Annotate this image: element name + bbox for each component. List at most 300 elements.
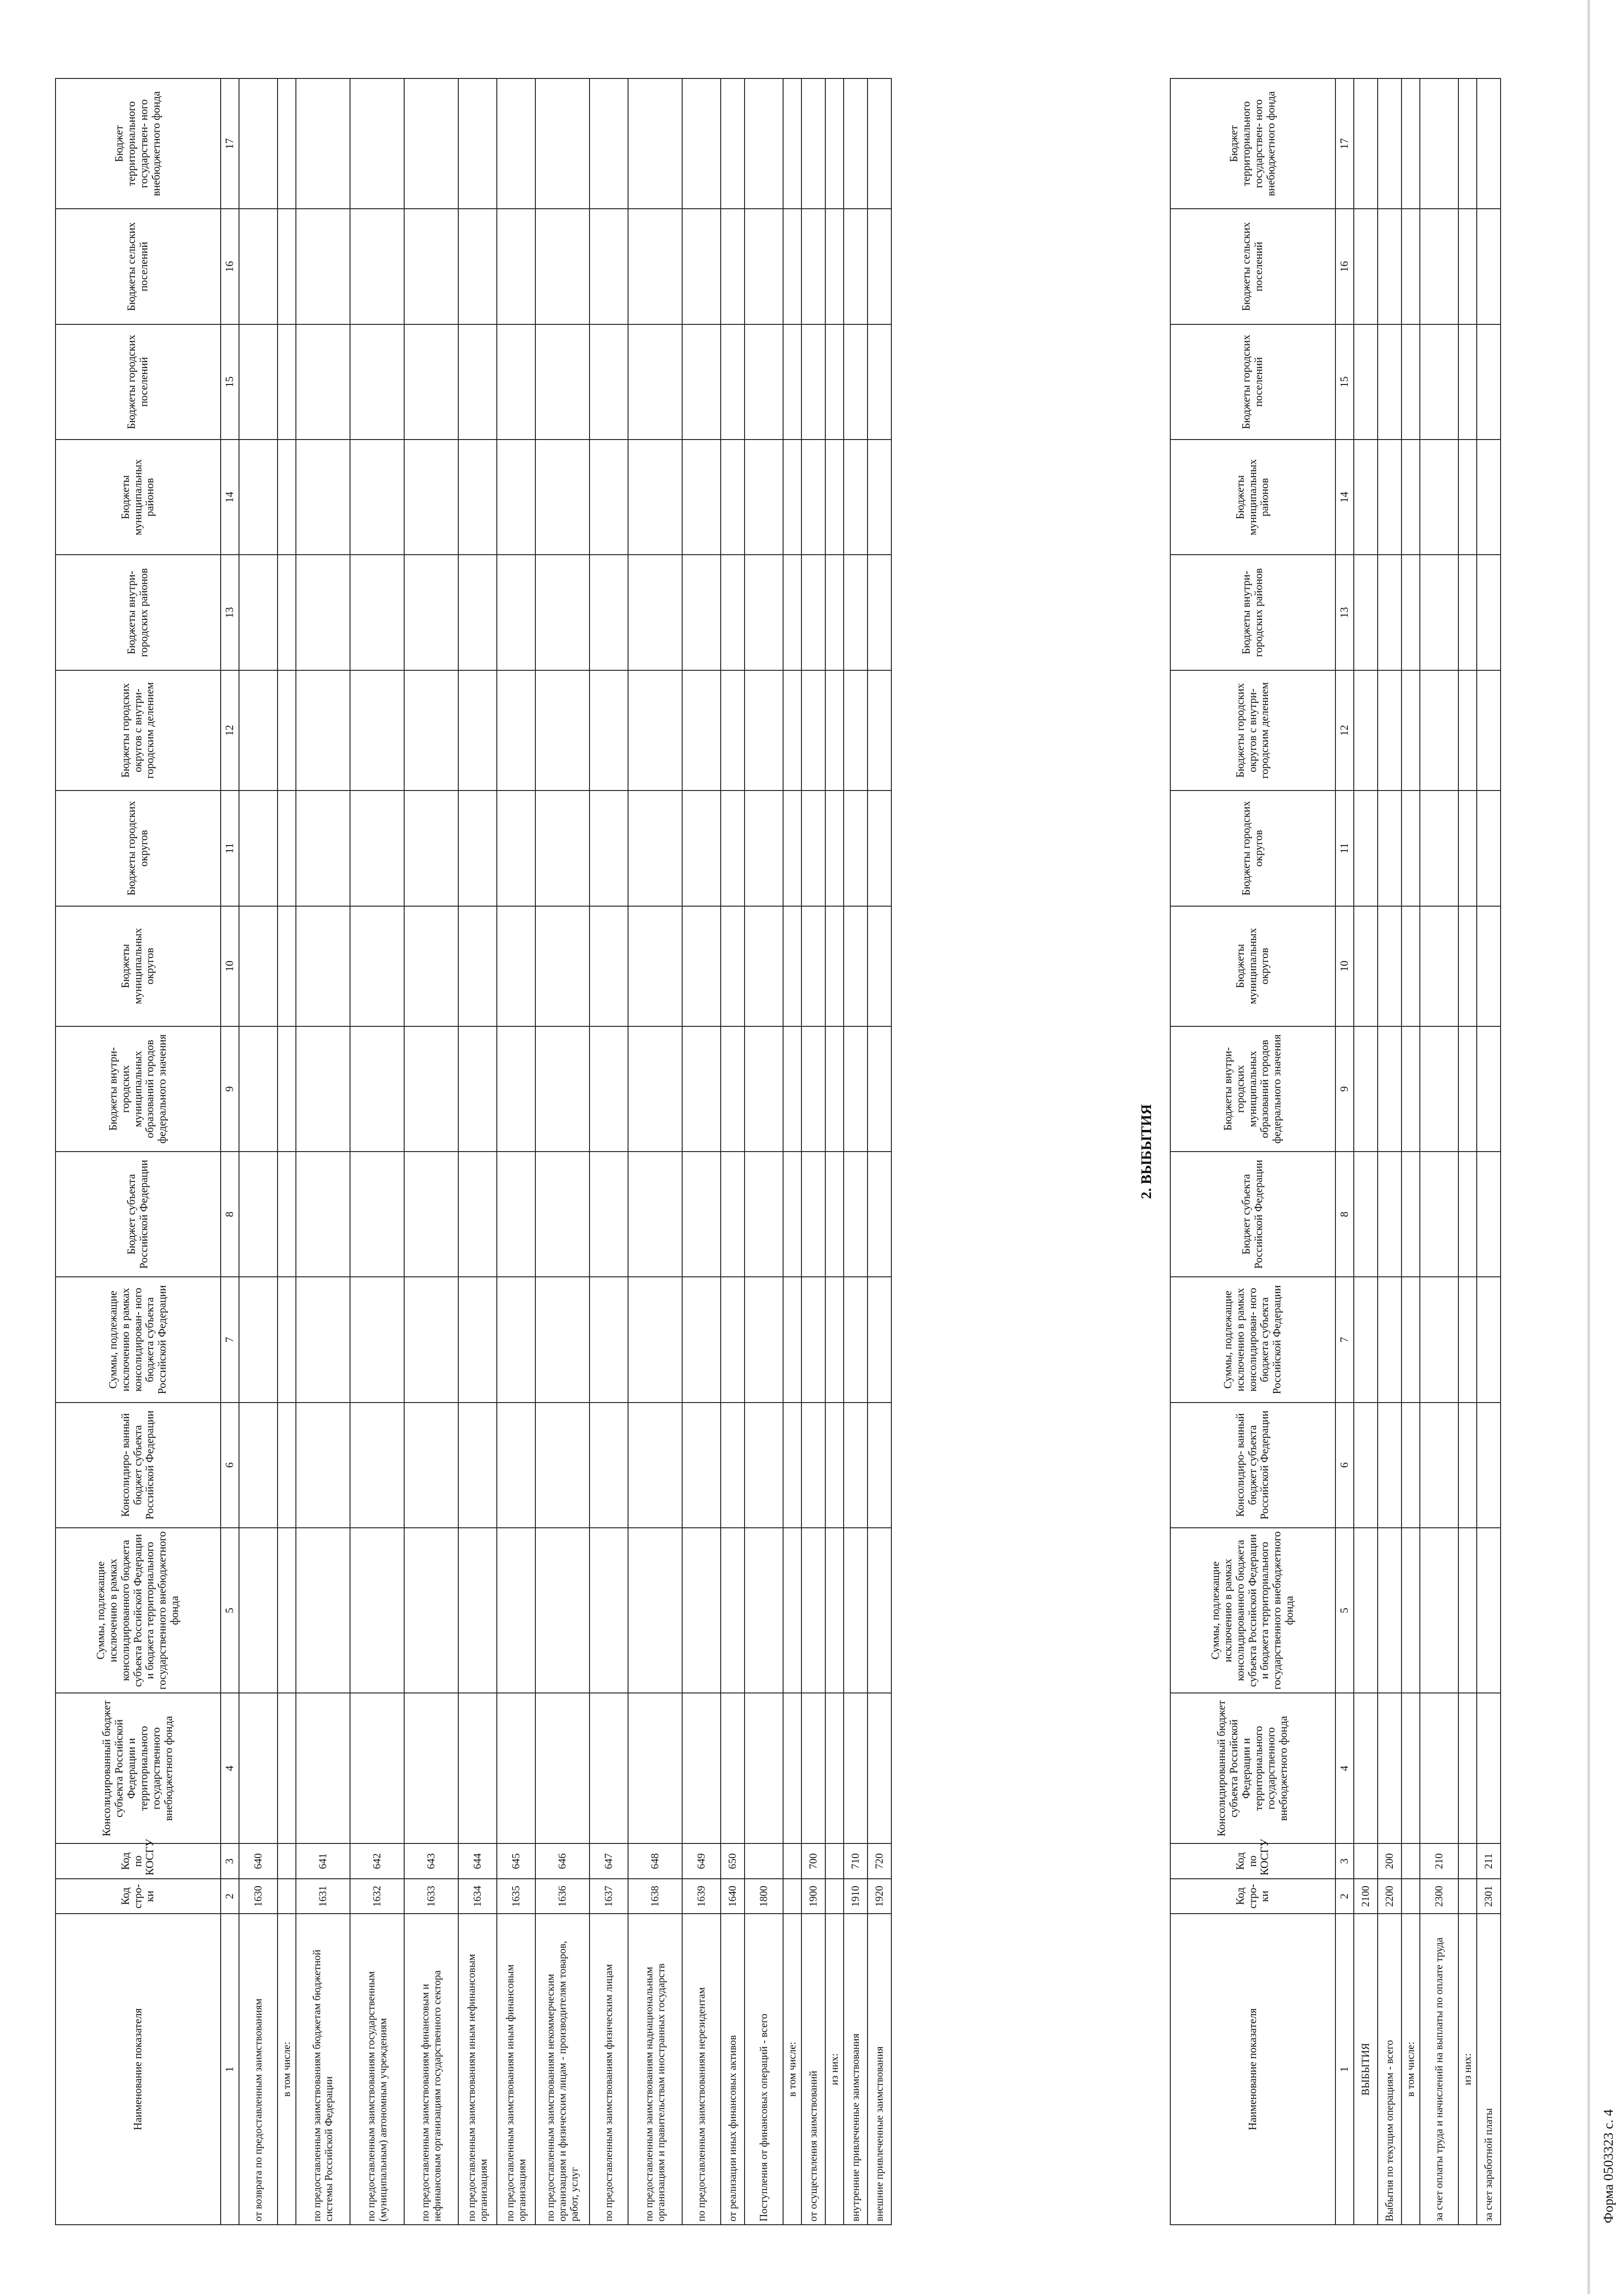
value-cell-col-11[interactable] — [1420, 791, 1458, 906]
value-cell-col-7[interactable] — [825, 1277, 844, 1402]
value-cell-col-4[interactable] — [844, 1693, 868, 1843]
value-cell-col-14[interactable] — [535, 440, 590, 555]
value-cell-col-15[interactable] — [682, 324, 721, 440]
value-cell-col-11[interactable] — [458, 791, 497, 906]
value-cell-col-6[interactable] — [458, 1403, 497, 1528]
value-cell-col-10[interactable] — [844, 906, 868, 1026]
value-cell-col-12[interactable] — [783, 670, 801, 791]
value-cell-col-4[interactable] — [239, 1693, 278, 1843]
value-cell-col-5[interactable] — [590, 1528, 628, 1693]
value-cell-col-4[interactable] — [745, 1693, 783, 1843]
value-cell-col-5[interactable] — [239, 1528, 278, 1693]
value-cell-col-14[interactable] — [239, 440, 278, 555]
value-cell-col-6[interactable] — [404, 1403, 458, 1528]
value-cell-col-16[interactable] — [535, 209, 590, 324]
value-cell-col-17[interactable] — [745, 78, 783, 209]
value-cell-col-11[interactable] — [682, 791, 721, 906]
value-cell-col-10[interactable] — [721, 906, 745, 1026]
value-cell-col-11[interactable] — [1402, 791, 1420, 906]
value-cell-col-7[interactable] — [682, 1277, 721, 1402]
value-cell-col-10[interactable] — [1378, 906, 1402, 1026]
value-cell-col-4[interactable] — [1354, 1693, 1378, 1843]
value-cell-col-12[interactable] — [239, 670, 278, 791]
value-cell-col-11[interactable] — [868, 791, 891, 906]
value-cell-col-4[interactable] — [350, 1693, 404, 1843]
value-cell-col-6[interactable] — [783, 1403, 801, 1528]
value-cell-col-4[interactable] — [458, 1693, 497, 1843]
value-cell-col-13[interactable] — [1378, 555, 1402, 670]
value-cell-col-12[interactable] — [1420, 670, 1458, 791]
value-cell-col-17[interactable] — [497, 78, 535, 209]
value-cell-col-14[interactable] — [682, 440, 721, 555]
value-cell-col-15[interactable] — [239, 324, 278, 440]
value-cell-col-12[interactable] — [1477, 670, 1501, 791]
value-cell-col-14[interactable] — [590, 440, 628, 555]
value-cell-col-13[interactable] — [590, 555, 628, 670]
value-cell-col-14[interactable] — [1354, 440, 1378, 555]
value-cell-col-6[interactable] — [1458, 1403, 1477, 1528]
value-cell-col-9[interactable] — [239, 1026, 278, 1152]
value-cell-col-10[interactable] — [1402, 906, 1420, 1026]
value-cell-col-14[interactable] — [296, 440, 350, 555]
value-cell-col-7[interactable] — [868, 1277, 891, 1402]
value-cell-col-5[interactable] — [721, 1528, 745, 1693]
value-cell-col-7[interactable] — [783, 1277, 801, 1402]
value-cell-col-4[interactable] — [1378, 1693, 1402, 1843]
value-cell-col-14[interactable] — [497, 440, 535, 555]
value-cell-col-8[interactable] — [868, 1152, 891, 1277]
value-cell-col-11[interactable] — [239, 791, 278, 906]
value-cell-col-9[interactable] — [590, 1026, 628, 1152]
value-cell-col-14[interactable] — [1402, 440, 1420, 555]
value-cell-col-15[interactable] — [783, 324, 801, 440]
value-cell-col-17[interactable] — [721, 78, 745, 209]
value-cell-col-13[interactable] — [1354, 555, 1378, 670]
value-cell-col-5[interactable] — [1354, 1528, 1378, 1693]
value-cell-col-7[interactable] — [497, 1277, 535, 1402]
value-cell-col-16[interactable] — [1354, 209, 1378, 324]
value-cell-col-6[interactable] — [628, 1403, 682, 1528]
value-cell-col-8[interactable] — [825, 1152, 844, 1277]
value-cell-col-7[interactable] — [1477, 1277, 1501, 1402]
value-cell-col-12[interactable] — [825, 670, 844, 791]
value-cell-col-15[interactable] — [590, 324, 628, 440]
value-cell-col-9[interactable] — [1402, 1026, 1420, 1152]
value-cell-col-8[interactable] — [1378, 1152, 1402, 1277]
value-cell-col-14[interactable] — [721, 440, 745, 555]
value-cell-col-10[interactable] — [497, 906, 535, 1026]
value-cell-col-6[interactable] — [801, 1403, 825, 1528]
value-cell-col-6[interactable] — [1420, 1403, 1458, 1528]
value-cell-col-12[interactable] — [868, 670, 891, 791]
value-cell-col-8[interactable] — [682, 1152, 721, 1277]
value-cell-col-7[interactable] — [1378, 1277, 1402, 1402]
value-cell-col-8[interactable] — [844, 1152, 868, 1277]
value-cell-col-10[interactable] — [1477, 906, 1501, 1026]
value-cell-col-14[interactable] — [1458, 440, 1477, 555]
value-cell-col-12[interactable] — [682, 670, 721, 791]
value-cell-col-17[interactable] — [296, 78, 350, 209]
value-cell-col-14[interactable] — [628, 440, 682, 555]
value-cell-col-13[interactable] — [825, 555, 844, 670]
value-cell-col-7[interactable] — [1354, 1277, 1378, 1402]
value-cell-col-17[interactable] — [535, 78, 590, 209]
value-cell-col-15[interactable] — [350, 324, 404, 440]
value-cell-col-13[interactable] — [628, 555, 682, 670]
value-cell-col-16[interactable] — [721, 209, 745, 324]
value-cell-col-7[interactable] — [1420, 1277, 1458, 1402]
value-cell-col-8[interactable] — [239, 1152, 278, 1277]
value-cell-col-15[interactable] — [745, 324, 783, 440]
value-cell-col-13[interactable] — [783, 555, 801, 670]
value-cell-col-9[interactable] — [1354, 1026, 1378, 1152]
value-cell-col-8[interactable] — [745, 1152, 783, 1277]
value-cell-col-13[interactable] — [239, 555, 278, 670]
value-cell-col-13[interactable] — [868, 555, 891, 670]
value-cell-col-11[interactable] — [497, 791, 535, 906]
value-cell-col-4[interactable] — [1477, 1693, 1501, 1843]
value-cell-col-11[interactable] — [844, 791, 868, 906]
value-cell-col-4[interactable] — [801, 1693, 825, 1843]
value-cell-col-12[interactable] — [1354, 670, 1378, 791]
value-cell-col-9[interactable] — [1458, 1026, 1477, 1152]
value-cell-col-17[interactable] — [1458, 78, 1477, 209]
value-cell-col-16[interactable] — [239, 209, 278, 324]
value-cell-col-17[interactable] — [239, 78, 278, 209]
value-cell-col-16[interactable] — [497, 209, 535, 324]
value-cell-col-11[interactable] — [590, 791, 628, 906]
value-cell-col-10[interactable] — [278, 906, 296, 1026]
value-cell-col-15[interactable] — [801, 324, 825, 440]
value-cell-col-5[interactable] — [783, 1528, 801, 1693]
value-cell-col-5[interactable] — [497, 1528, 535, 1693]
value-cell-col-9[interactable] — [825, 1026, 844, 1152]
value-cell-col-7[interactable] — [590, 1277, 628, 1402]
value-cell-col-4[interactable] — [535, 1693, 590, 1843]
value-cell-col-4[interactable] — [825, 1693, 844, 1843]
value-cell-col-8[interactable] — [801, 1152, 825, 1277]
value-cell-col-11[interactable] — [404, 791, 458, 906]
value-cell-col-17[interactable] — [1378, 78, 1402, 209]
value-cell-col-12[interactable] — [296, 670, 350, 791]
value-cell-col-9[interactable] — [721, 1026, 745, 1152]
value-cell-col-7[interactable] — [350, 1277, 404, 1402]
value-cell-col-13[interactable] — [1402, 555, 1420, 670]
value-cell-col-10[interactable] — [350, 906, 404, 1026]
value-cell-col-8[interactable] — [296, 1152, 350, 1277]
value-cell-col-16[interactable] — [1402, 209, 1420, 324]
value-cell-col-16[interactable] — [844, 209, 868, 324]
value-cell-col-15[interactable] — [844, 324, 868, 440]
value-cell-col-10[interactable] — [535, 906, 590, 1026]
value-cell-col-6[interactable] — [844, 1403, 868, 1528]
value-cell-col-13[interactable] — [801, 555, 825, 670]
value-cell-col-13[interactable] — [1420, 555, 1458, 670]
value-cell-col-10[interactable] — [783, 906, 801, 1026]
value-cell-col-5[interactable] — [458, 1528, 497, 1693]
value-cell-col-11[interactable] — [783, 791, 801, 906]
value-cell-col-15[interactable] — [1477, 324, 1501, 440]
value-cell-col-16[interactable] — [1477, 209, 1501, 324]
value-cell-col-12[interactable] — [350, 670, 404, 791]
value-cell-col-13[interactable] — [404, 555, 458, 670]
value-cell-col-11[interactable] — [1458, 791, 1477, 906]
value-cell-col-16[interactable] — [868, 209, 891, 324]
value-cell-col-7[interactable] — [296, 1277, 350, 1402]
value-cell-col-17[interactable] — [590, 78, 628, 209]
value-cell-col-4[interactable] — [404, 1693, 458, 1843]
value-cell-col-4[interactable] — [783, 1693, 801, 1843]
value-cell-col-12[interactable] — [590, 670, 628, 791]
value-cell-col-5[interactable] — [296, 1528, 350, 1693]
value-cell-col-14[interactable] — [404, 440, 458, 555]
value-cell-col-6[interactable] — [1354, 1403, 1378, 1528]
value-cell-col-14[interactable] — [1420, 440, 1458, 555]
value-cell-col-13[interactable] — [497, 555, 535, 670]
value-cell-col-6[interactable] — [1378, 1403, 1402, 1528]
value-cell-col-5[interactable] — [1402, 1528, 1420, 1693]
value-cell-col-12[interactable] — [844, 670, 868, 791]
value-cell-col-11[interactable] — [1354, 791, 1378, 906]
value-cell-col-14[interactable] — [745, 440, 783, 555]
value-cell-col-10[interactable] — [1420, 906, 1458, 1026]
value-cell-col-11[interactable] — [1477, 791, 1501, 906]
value-cell-col-7[interactable] — [628, 1277, 682, 1402]
value-cell-col-15[interactable] — [1378, 324, 1402, 440]
value-cell-col-11[interactable] — [825, 791, 844, 906]
value-cell-col-9[interactable] — [745, 1026, 783, 1152]
value-cell-col-7[interactable] — [745, 1277, 783, 1402]
value-cell-col-14[interactable] — [278, 440, 296, 555]
value-cell-col-16[interactable] — [682, 209, 721, 324]
value-cell-col-8[interactable] — [404, 1152, 458, 1277]
value-cell-col-16[interactable] — [825, 209, 844, 324]
value-cell-col-10[interactable] — [296, 906, 350, 1026]
value-cell-col-15[interactable] — [497, 324, 535, 440]
value-cell-col-16[interactable] — [783, 209, 801, 324]
value-cell-col-5[interactable] — [868, 1528, 891, 1693]
value-cell-col-10[interactable] — [801, 906, 825, 1026]
value-cell-col-7[interactable] — [535, 1277, 590, 1402]
value-cell-col-10[interactable] — [682, 906, 721, 1026]
value-cell-col-16[interactable] — [1420, 209, 1458, 324]
value-cell-col-6[interactable] — [590, 1403, 628, 1528]
value-cell-col-6[interactable] — [868, 1403, 891, 1528]
value-cell-col-13[interactable] — [682, 555, 721, 670]
value-cell-col-8[interactable] — [1354, 1152, 1378, 1277]
value-cell-col-15[interactable] — [458, 324, 497, 440]
value-cell-col-9[interactable] — [1420, 1026, 1458, 1152]
value-cell-col-10[interactable] — [628, 906, 682, 1026]
value-cell-col-6[interactable] — [278, 1403, 296, 1528]
value-cell-col-5[interactable] — [1477, 1528, 1501, 1693]
value-cell-col-17[interactable] — [825, 78, 844, 209]
value-cell-col-6[interactable] — [350, 1403, 404, 1528]
value-cell-col-5[interactable] — [1458, 1528, 1477, 1693]
value-cell-col-9[interactable] — [682, 1026, 721, 1152]
value-cell-col-13[interactable] — [278, 555, 296, 670]
value-cell-col-10[interactable] — [239, 906, 278, 1026]
value-cell-col-10[interactable] — [404, 906, 458, 1026]
value-cell-col-6[interactable] — [825, 1403, 844, 1528]
value-cell-col-8[interactable] — [278, 1152, 296, 1277]
value-cell-col-13[interactable] — [1477, 555, 1501, 670]
value-cell-col-10[interactable] — [825, 906, 844, 1026]
value-cell-col-12[interactable] — [278, 670, 296, 791]
value-cell-col-11[interactable] — [801, 791, 825, 906]
value-cell-col-9[interactable] — [404, 1026, 458, 1152]
value-cell-col-5[interactable] — [825, 1528, 844, 1693]
value-cell-col-15[interactable] — [535, 324, 590, 440]
value-cell-col-8[interactable] — [1402, 1152, 1420, 1277]
value-cell-col-5[interactable] — [278, 1528, 296, 1693]
value-cell-col-12[interactable] — [721, 670, 745, 791]
value-cell-col-12[interactable] — [458, 670, 497, 791]
value-cell-col-5[interactable] — [745, 1528, 783, 1693]
value-cell-col-13[interactable] — [458, 555, 497, 670]
value-cell-col-13[interactable] — [1458, 555, 1477, 670]
value-cell-col-5[interactable] — [404, 1528, 458, 1693]
value-cell-col-13[interactable] — [535, 555, 590, 670]
value-cell-col-7[interactable] — [278, 1277, 296, 1402]
value-cell-col-16[interactable] — [404, 209, 458, 324]
value-cell-col-6[interactable] — [239, 1403, 278, 1528]
value-cell-col-17[interactable] — [682, 78, 721, 209]
value-cell-col-4[interactable] — [1402, 1693, 1420, 1843]
value-cell-col-15[interactable] — [721, 324, 745, 440]
value-cell-col-8[interactable] — [1458, 1152, 1477, 1277]
value-cell-col-17[interactable] — [1354, 78, 1378, 209]
value-cell-col-4[interactable] — [590, 1693, 628, 1843]
value-cell-col-12[interactable] — [404, 670, 458, 791]
value-cell-col-14[interactable] — [783, 440, 801, 555]
value-cell-col-17[interactable] — [628, 78, 682, 209]
value-cell-col-4[interactable] — [628, 1693, 682, 1843]
value-cell-col-9[interactable] — [296, 1026, 350, 1152]
value-cell-col-7[interactable] — [1402, 1277, 1420, 1402]
value-cell-col-16[interactable] — [590, 209, 628, 324]
value-cell-col-12[interactable] — [497, 670, 535, 791]
value-cell-col-16[interactable] — [1458, 209, 1477, 324]
value-cell-col-17[interactable] — [844, 78, 868, 209]
value-cell-col-9[interactable] — [783, 1026, 801, 1152]
value-cell-col-6[interactable] — [1477, 1403, 1501, 1528]
value-cell-col-9[interactable] — [458, 1026, 497, 1152]
value-cell-col-9[interactable] — [497, 1026, 535, 1152]
value-cell-col-4[interactable] — [1458, 1693, 1477, 1843]
value-cell-col-10[interactable] — [868, 906, 891, 1026]
value-cell-col-12[interactable] — [745, 670, 783, 791]
value-cell-col-9[interactable] — [350, 1026, 404, 1152]
value-cell-col-5[interactable] — [535, 1528, 590, 1693]
value-cell-col-8[interactable] — [590, 1152, 628, 1277]
value-cell-col-17[interactable] — [801, 78, 825, 209]
value-cell-col-6[interactable] — [745, 1403, 783, 1528]
value-cell-col-16[interactable] — [1378, 209, 1402, 324]
value-cell-col-8[interactable] — [783, 1152, 801, 1277]
value-cell-col-7[interactable] — [458, 1277, 497, 1402]
value-cell-col-9[interactable] — [628, 1026, 682, 1152]
value-cell-col-4[interactable] — [296, 1693, 350, 1843]
value-cell-col-12[interactable] — [1402, 670, 1420, 791]
value-cell-col-17[interactable] — [458, 78, 497, 209]
value-cell-col-8[interactable] — [497, 1152, 535, 1277]
value-cell-col-14[interactable] — [1378, 440, 1402, 555]
value-cell-col-12[interactable] — [535, 670, 590, 791]
value-cell-col-4[interactable] — [278, 1693, 296, 1843]
value-cell-col-7[interactable] — [404, 1277, 458, 1402]
value-cell-col-8[interactable] — [535, 1152, 590, 1277]
value-cell-col-17[interactable] — [1477, 78, 1501, 209]
value-cell-col-8[interactable] — [1477, 1152, 1501, 1277]
value-cell-col-16[interactable] — [296, 209, 350, 324]
value-cell-col-15[interactable] — [296, 324, 350, 440]
value-cell-col-12[interactable] — [1378, 670, 1402, 791]
value-cell-col-11[interactable] — [296, 791, 350, 906]
value-cell-col-12[interactable] — [1458, 670, 1477, 791]
value-cell-col-15[interactable] — [404, 324, 458, 440]
value-cell-col-11[interactable] — [535, 791, 590, 906]
value-cell-col-6[interactable] — [721, 1403, 745, 1528]
value-cell-col-15[interactable] — [278, 324, 296, 440]
value-cell-col-8[interactable] — [628, 1152, 682, 1277]
value-cell-col-7[interactable] — [721, 1277, 745, 1402]
value-cell-col-4[interactable] — [868, 1693, 891, 1843]
value-cell-col-9[interactable] — [1477, 1026, 1501, 1152]
value-cell-col-11[interactable] — [721, 791, 745, 906]
value-cell-col-8[interactable] — [458, 1152, 497, 1277]
value-cell-col-5[interactable] — [801, 1528, 825, 1693]
value-cell-col-16[interactable] — [745, 209, 783, 324]
value-cell-col-4[interactable] — [721, 1693, 745, 1843]
value-cell-col-14[interactable] — [458, 440, 497, 555]
value-cell-col-14[interactable] — [868, 440, 891, 555]
value-cell-col-7[interactable] — [1458, 1277, 1477, 1402]
value-cell-col-9[interactable] — [1378, 1026, 1402, 1152]
value-cell-col-5[interactable] — [350, 1528, 404, 1693]
value-cell-col-9[interactable] — [801, 1026, 825, 1152]
value-cell-col-11[interactable] — [350, 791, 404, 906]
value-cell-col-9[interactable] — [844, 1026, 868, 1152]
value-cell-col-17[interactable] — [783, 78, 801, 209]
value-cell-col-5[interactable] — [628, 1528, 682, 1693]
value-cell-col-9[interactable] — [868, 1026, 891, 1152]
value-cell-col-17[interactable] — [278, 78, 296, 209]
value-cell-col-4[interactable] — [1420, 1693, 1458, 1843]
value-cell-col-15[interactable] — [1402, 324, 1420, 440]
value-cell-col-7[interactable] — [239, 1277, 278, 1402]
value-cell-col-17[interactable] — [1420, 78, 1458, 209]
value-cell-col-14[interactable] — [350, 440, 404, 555]
value-cell-col-14[interactable] — [801, 440, 825, 555]
value-cell-col-17[interactable] — [350, 78, 404, 209]
value-cell-col-10[interactable] — [590, 906, 628, 1026]
value-cell-col-8[interactable] — [350, 1152, 404, 1277]
value-cell-col-16[interactable] — [801, 209, 825, 324]
value-cell-col-6[interactable] — [1402, 1403, 1420, 1528]
value-cell-col-10[interactable] — [1354, 906, 1378, 1026]
value-cell-col-9[interactable] — [535, 1026, 590, 1152]
value-cell-col-15[interactable] — [825, 324, 844, 440]
value-cell-col-17[interactable] — [868, 78, 891, 209]
value-cell-col-17[interactable] — [404, 78, 458, 209]
value-cell-col-11[interactable] — [745, 791, 783, 906]
value-cell-col-5[interactable] — [682, 1528, 721, 1693]
value-cell-col-11[interactable] — [628, 791, 682, 906]
value-cell-col-5[interactable] — [1378, 1528, 1402, 1693]
value-cell-col-10[interactable] — [1458, 906, 1477, 1026]
value-cell-col-13[interactable] — [350, 555, 404, 670]
